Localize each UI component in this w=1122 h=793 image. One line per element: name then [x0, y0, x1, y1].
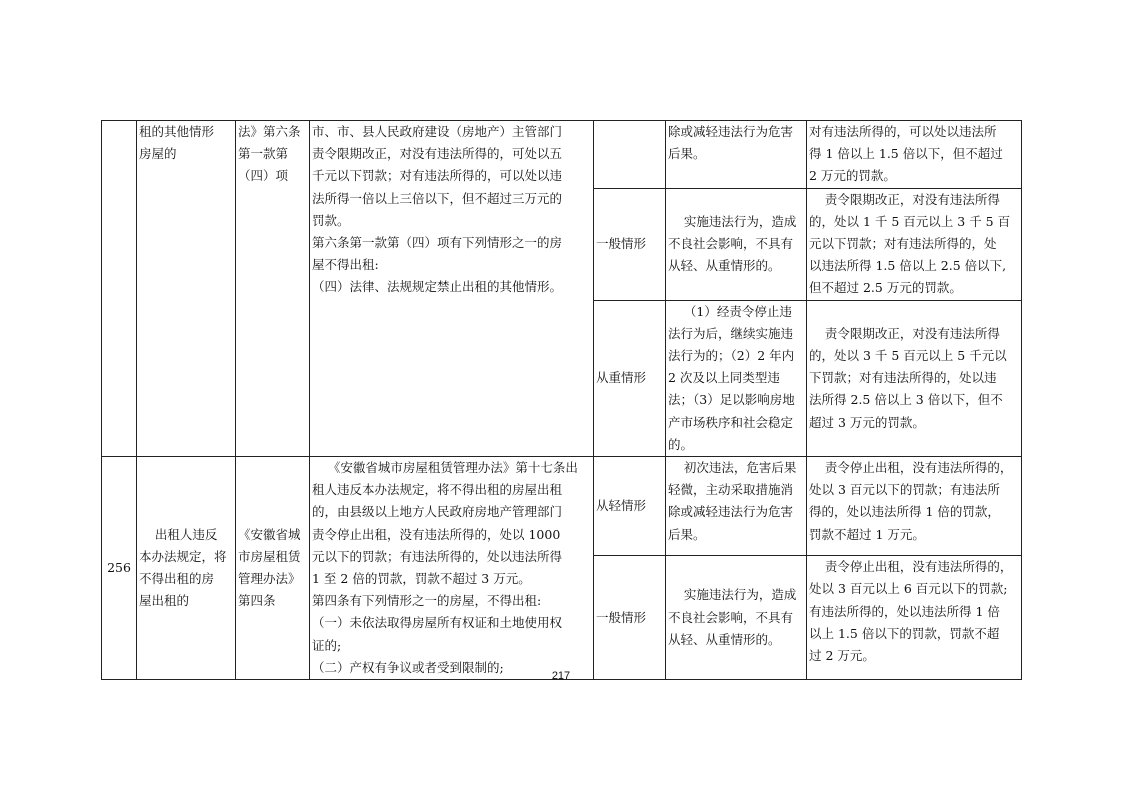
page-number: 217 [551, 670, 571, 682]
condition-cell: （1）经责令停止违 法行为后，继续实施违 法行为的；（2）2 年内 2 次及以上同类型违 法；（3）足以影响房地 产市场秩序和社会稳定 的。 [666, 300, 807, 456]
condition-cell: 除或减轻违法行为危害 后果。 [666, 121, 807, 189]
legal-basis-cell: 《安徽省城 市房屋租赁 管理办法》 第四条 [236, 457, 310, 680]
condition-cell: 实施违法行为，造成 不良社会影响，不具有 从轻、从重情形的。 [666, 188, 807, 300]
penalty-cell: 责令限期改正，对没有违法所得 的，处以 3 千 5 百元以上 5 千元以 下罚款；对有违法所得的，处以违 法所得 2.5 倍以上 3 倍以下，但不 超过 3 万元的罚款。 [807, 300, 1022, 456]
provision-content-cell: 市、市、县人民政府建设（房地产）主管部门 责令限期改正，对没有违法所得的，可处以五 千元以下罚款；对有违法所得的，可以处以违 法所得一倍以上三倍以下，但不超过三万元的 罚款。 第六条第一款第（四）项有下列情形之一的房 屋不得出租: （四）法律、法规规定禁止出租的其他情形。 [310, 121, 594, 457]
violation-item-cell: 出租人违反 本办法规定，将 不得出租的房 屋出租的 [137, 457, 236, 680]
violation-item-cell: 租的其他情形 房屋的 [137, 121, 236, 457]
penalty-table [101, 120, 1022, 680]
situation-cell: 一般情形 [594, 188, 666, 300]
penalty-cell: 责令停止出租，没有违法所得的， 处以 3 百元以下的罚款；有违法所 得的，处以违法所得 1 倍的罚款， 罚款不超过 1 万元。 [807, 457, 1022, 556]
situation-cell: 从重情形 [594, 300, 666, 456]
penalty-cell: 责令限期改正，对没有违法所得 的，处以 1 千 5 百元以上 3 千 5 百 元以下罚款；对有违法所得的，处 以违法所得 1.5 倍以上 2.5 倍以下, 但不超过 2.5 万元的罚款。 [807, 188, 1022, 300]
table-row [102, 121, 1022, 189]
penalty-cell: 责令停止出租，没有违法所得的， 处以 3 百元以上 6 百元以下的罚款; 有违法所得的，处以违法所得 1 倍 以上 1.5 倍以下的罚款，罚款不超 过 2 万元。 [807, 556, 1022, 680]
penalty-cell: 对有违法所得的，可以处以违法所 得 1 倍以上 1.5 倍以下，但不超过 2 万元的罚款。 [807, 121, 1022, 189]
situation-cell: 从轻情形 [594, 457, 666, 556]
condition-cell: 初次违法，危害后果 轻微，主动采取措施消 除或减轻违法行为危害 后果。 [666, 457, 807, 556]
situation-cell: 一般情形 [594, 556, 666, 680]
situation-cell [594, 121, 666, 189]
table-row [102, 457, 1022, 556]
row-number-cell: 256 [102, 457, 137, 680]
legal-basis-cell: 法》第六条 第一款第 （四）项 [236, 121, 310, 457]
condition-cell: 实施违法行为，造成 不良社会影响，不具有 从轻、从重情形的。 [666, 556, 807, 680]
provision-content-cell: 《安徽省城市房屋租赁管理办法》第十七条出 租人违反本办法规定，将不得出租的房屋出租 的，由县级以上地方人民政府房地产管理部门 责令停止出租，没有违法所得的，处以 1000 元以下的罚款；有违法所得的，处以违法所得 1 至 2 倍的罚款，罚款不超过 3 万元。 第四条有下列情形之一的房屋，不得出租: （一）未依法取得房屋所有权证和土地使用权 证的; （二）产权有争议或者受到限制的; [310, 457, 594, 680]
row-number-cell [102, 121, 137, 457]
